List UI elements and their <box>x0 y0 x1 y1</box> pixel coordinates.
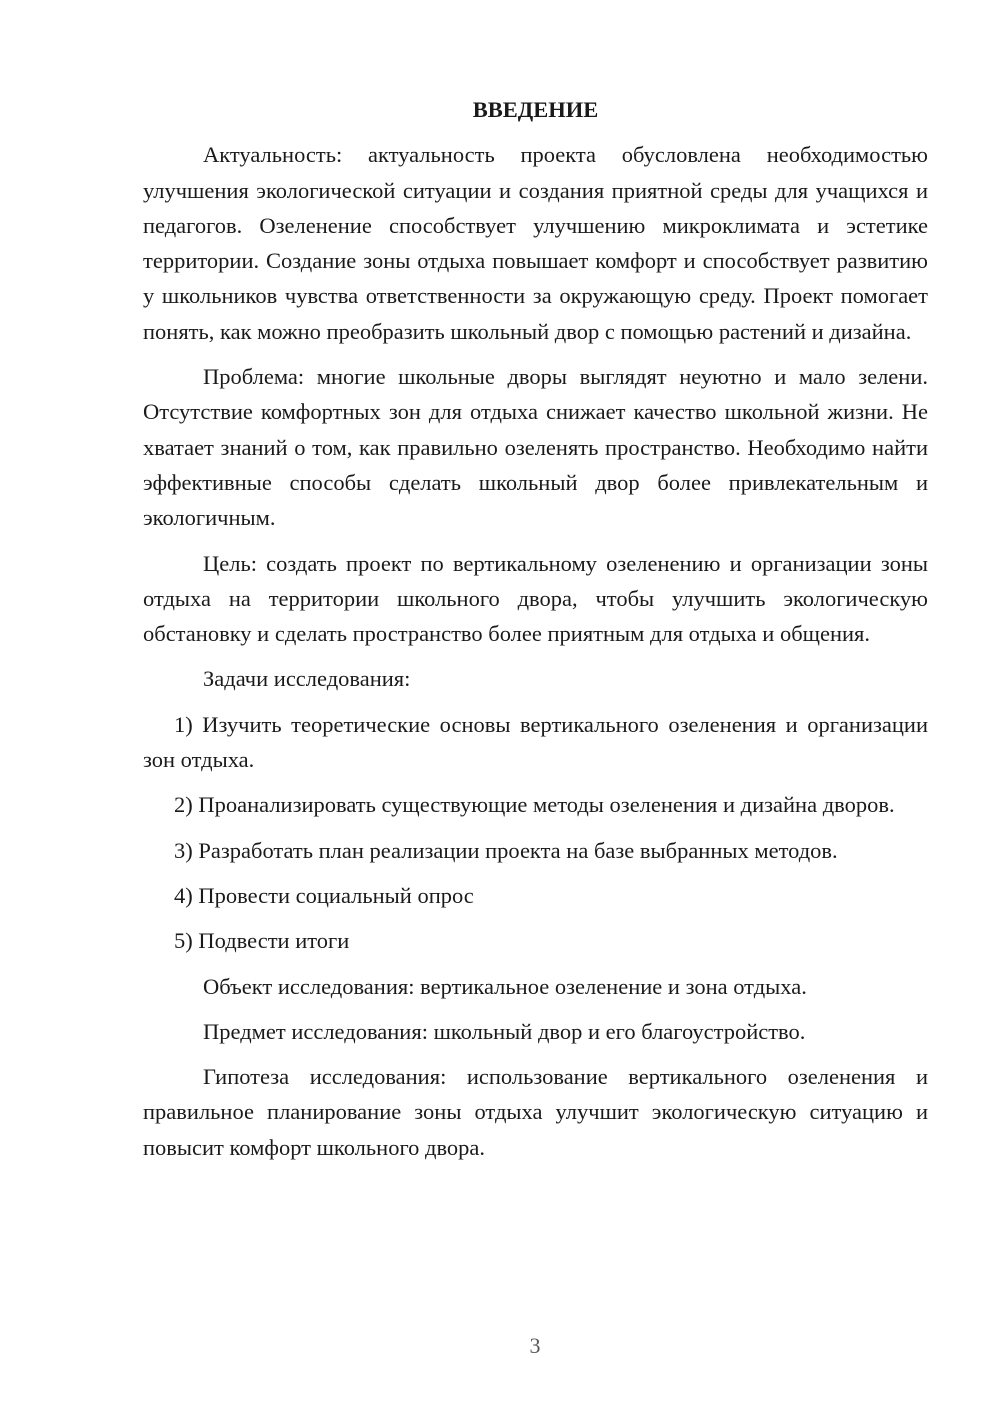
page-title: ВВЕДЕНИЕ <box>472 97 599 122</box>
research-object: Объект исследования: вертикальное озеленение и зона отдыха. <box>203 973 807 999</box>
relevance-paragraph: Актуальность: актуальность проекта обусловлена необходимостью улучшения экологической ситуации и создания приятной среды для учащихся и педагогов. Озеленение способствует улучшению микроклимата и эстетике территории. Создание зоны отдыха повышает комфорт и способствует развитию у школьников чувства ответственности за окружающую среду. Проект помогает понять, как можно преобразить школьный двор с помощью растений и дизайна. <box>143 142 928 344</box>
task-item: 5) Подвести итоги <box>174 928 350 954</box>
task-item: 3) Разработать план реализации проекта на базе выбранных методов. <box>174 837 838 863</box>
research-hypothesis: Гипотеза исследования: использование вертикального озеленения и правильное планирование зоны отдыха улучшит экологическую ситуацию и повысит комфорт школьного двора. <box>143 1064 928 1160</box>
task-item: 1) Изучить теоретические основы вертикального озеленения и организации зон отдыха. <box>143 711 928 773</box>
task-item: 2) Проанализировать существующие методы озеленения и дизайна дворов. <box>174 792 895 818</box>
research-subject: Предмет исследования: школьный двор и его благоустройство. <box>203 1018 806 1044</box>
problem-paragraph: Проблема: многие школьные дворы выглядят неуютно и мало зелени. Отсутствие комфортных зон для отдыха снижает качество школьной жизни. Не хватает знаний о том, как правильно озеленять пространство. Необходимо найти эффективные способы сделать школьный двор более привлекательным и экологичным. <box>143 364 928 531</box>
task-item: 4) Провести социальный опрос <box>174 882 474 908</box>
page-number: 3 <box>529 1333 541 1358</box>
goal-paragraph: Цель: создать проект по вертикальному озеленению и организации зоны отдыха на территории школьного двора, чтобы улучшить экологическую обстановку и сделать пространство более приятным для отдыха и общения. <box>143 550 928 647</box>
document-page <box>143 92 928 1165</box>
tasks-heading: Задачи исследования: <box>203 666 411 692</box>
